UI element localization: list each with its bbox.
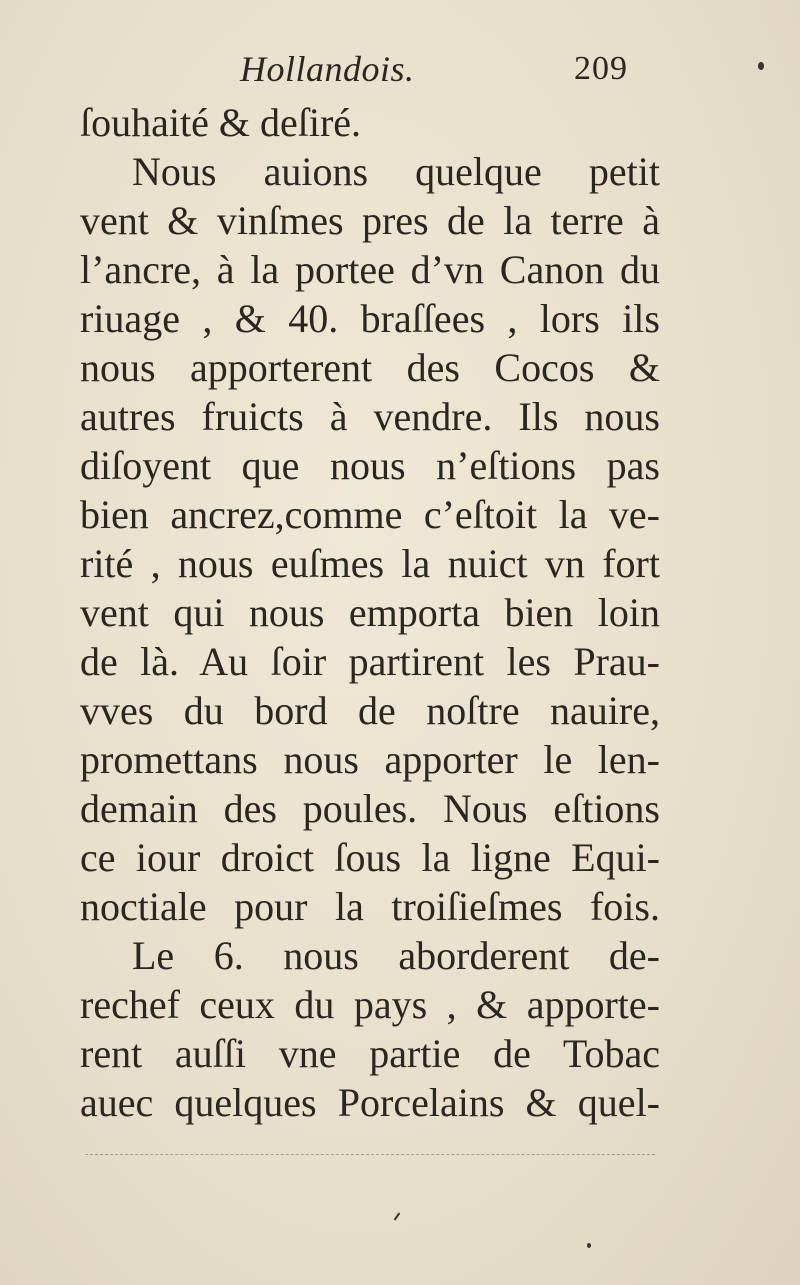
text-line: diſoyent que nous n’eſtions pas [80,443,660,488]
ink-speck [758,62,764,70]
text-line: l’ancre, à la portee d’vn Canon du [80,247,660,292]
body-text [80,98,660,1127]
text-line: rechef ceux du pays , & apporte- [80,982,660,1027]
ink-speck [587,1243,591,1248]
text-line: vves du bord de noſtre nauire, [80,688,660,733]
page-number: 209 [574,50,628,87]
text-line: rent auſſi vne partie de Tobac [80,1031,660,1076]
text-line: promettans nous apporter le len- [80,737,660,782]
paragraph-first-line: Nous auions quelque petit [132,149,660,194]
text-line: demain des poules. Nous eſtions [80,786,660,831]
ink-speck [394,1212,401,1221]
paragraph-first-line: Le 6. nous aborderent de- [132,933,660,978]
text-line: vent & vinſmes pres de la terre à [80,198,660,243]
text-line: vent qui nous emporta bien loin [80,590,660,635]
text-line: ce iour droict ſous la ligne Equi- [80,835,660,880]
running-head: Hollandois. [240,49,415,89]
text-line: noctiale pour la troiſieſmes fois. [80,884,660,929]
text-line: auec quelques Porcelains & quel- [80,1080,660,1125]
text-line: rité , nous euſmes la nuict vn fort [80,541,660,586]
text-line: bien ancrez,comme c’eſtoit la ve- [80,492,660,537]
text-line: ſouhaité & deſiré. [80,100,362,145]
bleed-through-marks [85,1144,655,1155]
text-line: de là. Au ſoir partirent les Prau- [80,639,660,684]
text-line: nous apporterent des Cocos & [80,345,660,390]
page-header [0,48,800,100]
text-line: riuage , & 40. braſſees , lors ils [80,296,660,341]
text-line: autres fruicts à vendre. Ils nous [80,394,660,439]
